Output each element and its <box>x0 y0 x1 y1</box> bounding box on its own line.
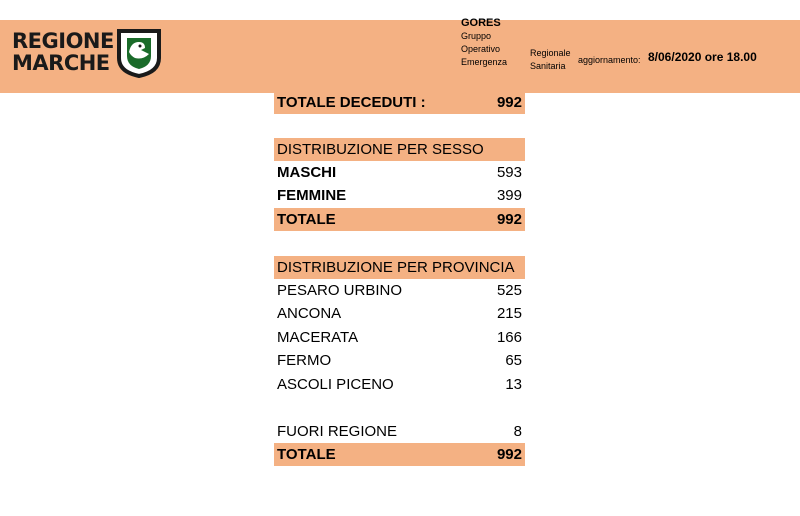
row-label: ANCONA <box>277 305 342 322</box>
regionale-line2: Sanitaria <box>530 61 566 71</box>
table-row <box>274 184 525 207</box>
regione-marche-logo <box>12 26 164 84</box>
row-label: MASCHI <box>277 164 337 181</box>
table-row <box>274 349 525 372</box>
provincia-total-label: TOTALE <box>277 446 336 463</box>
sesso-total-value: 992 <box>496 211 522 228</box>
provincia-total-value: 992 <box>496 446 522 463</box>
row-label: MACERATA <box>277 329 359 346</box>
fuori-regione-label: FUORI REGIONE <box>277 423 398 440</box>
table-row <box>274 326 525 349</box>
header-band <box>0 17 800 93</box>
logo-text <box>12 30 114 74</box>
row-value: 593 <box>496 164 522 181</box>
fuori-regione-value: 8 <box>513 423 522 440</box>
row-value: 13 <box>505 376 522 393</box>
row-value: 215 <box>496 305 522 322</box>
sesso-title: DISTRIBUZIONE PER SESSO <box>277 141 484 158</box>
table-row <box>274 302 525 325</box>
logo-text-line2: MARCHE <box>12 51 110 75</box>
totale-deceduti-row <box>274 91 525 114</box>
sesso-total-label: TOTALE <box>277 211 336 228</box>
regione-emblem-icon <box>115 28 163 78</box>
provincia-total-row <box>274 443 525 466</box>
totale-deceduti-label: TOTALE DECEDUTI : <box>277 94 426 111</box>
row-label: ASCOLI PICENO <box>277 376 394 393</box>
gores-block <box>461 17 507 69</box>
table-row <box>274 279 525 302</box>
gores-title: GORES <box>461 17 501 29</box>
row-value: 399 <box>496 187 522 204</box>
row-label: PESARO URBINO <box>277 282 403 299</box>
gores-line3: Emergenza <box>461 57 508 67</box>
table-row <box>274 373 525 396</box>
provincia-title-row <box>274 256 525 279</box>
aggiornamento-value: 8/06/2020 ore 18.00 <box>648 50 757 64</box>
provincia-title: DISTRIBUZIONE PER PROVINCIA <box>277 259 515 276</box>
gores-line1: Gruppo <box>461 31 492 41</box>
row-label: FERMO <box>277 352 332 369</box>
sesso-total-row <box>274 208 525 231</box>
table-row <box>274 161 525 184</box>
row-value: 166 <box>496 329 522 346</box>
regionale-line1: Regionale <box>530 48 571 58</box>
gores-line2: Operativo <box>461 44 501 54</box>
row-value: 65 <box>505 352 522 369</box>
totale-deceduti-value: 992 <box>496 94 522 111</box>
row-label: FEMMINE <box>277 187 347 204</box>
sesso-title-row <box>274 138 525 161</box>
logo-text-line1: REGIONE <box>12 29 114 53</box>
fuori-regione-row <box>274 420 525 443</box>
aggiornamento-label: aggiornamento: <box>578 55 641 65</box>
row-value: 525 <box>496 282 522 299</box>
regionale-block <box>530 47 571 73</box>
